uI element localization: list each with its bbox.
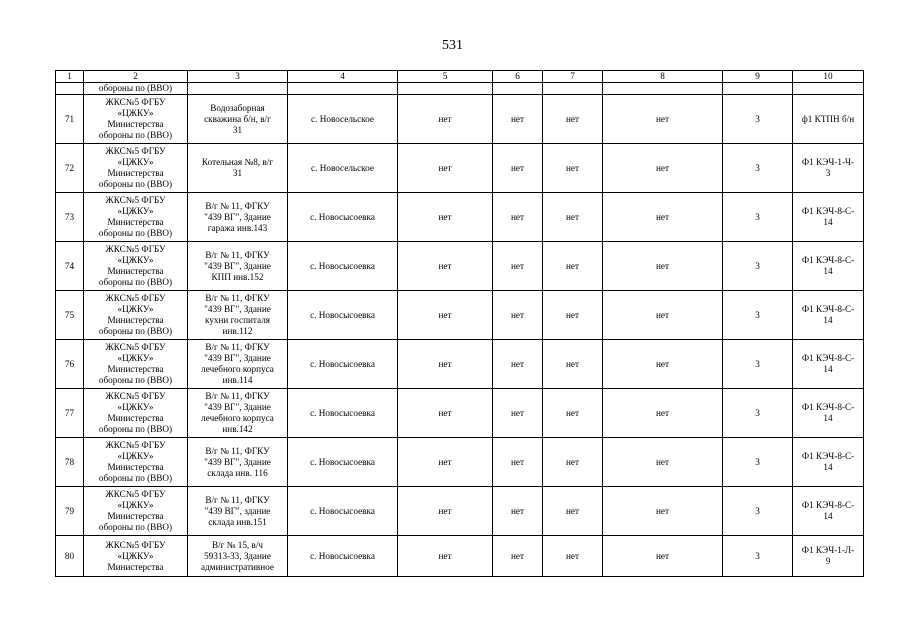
object-cell-line: "439 ВГ", Здание (204, 260, 271, 271)
feeder-cell-line: 3 (825, 168, 831, 178)
object-cell-line: 59313-33, Здание (204, 550, 271, 561)
organization-cell (84, 536, 188, 577)
table-row (56, 438, 864, 487)
header-cell: 8 (603, 71, 723, 83)
organization-cell-line: «ЦЖКУ» (117, 500, 154, 510)
object-cell (188, 193, 288, 242)
organization-cell-line: «ЦЖКУ» (117, 108, 154, 118)
locality-cell: с. Новосысоевка (288, 487, 398, 536)
organization-cell-line: ЖКС№5 ФГБУ (105, 146, 166, 156)
feeder-cell (793, 340, 864, 389)
row-number-cell: 78 (56, 438, 84, 487)
row-number-cell: 77 (56, 389, 84, 438)
object-cell-line: гаража инв.143 (207, 222, 268, 233)
header-cell: 7 (543, 71, 603, 83)
col6-cell: нет (493, 536, 543, 577)
data-table (55, 70, 864, 577)
table-row (56, 536, 864, 577)
object-cell-line: В/г № 15, в/ч (211, 539, 264, 550)
col5-cell: нет (398, 144, 493, 193)
col6-cell: нет (493, 291, 543, 340)
object-cell (188, 536, 288, 577)
header-cell: 5 (398, 71, 493, 83)
object-cell (188, 144, 288, 193)
object-cell (188, 291, 288, 340)
col5-cell: нет (398, 389, 493, 438)
locality-cell: с. Новосысоевка (288, 536, 398, 577)
organization-cell-line: Министерства (107, 462, 164, 472)
row-number-cell: 72 (56, 144, 84, 193)
locality-cell: с. Новосельское (288, 95, 398, 144)
object-cell-line: "439 ВГ", Здание (204, 304, 271, 314)
object-cell-line: склада инв. 116 (207, 467, 268, 478)
object-cell-line: "439 ВГ", Здание (204, 456, 271, 467)
col9-cell: 3 (723, 438, 793, 487)
object-cell-line: инв.112 (222, 326, 253, 336)
organization-cell-line: Министерства (107, 217, 164, 227)
organization-cell (84, 95, 188, 144)
object-cell (188, 389, 288, 438)
table-row (56, 144, 864, 193)
col6-cell: нет (493, 340, 543, 389)
object-cell-line: 31 (232, 168, 243, 178)
cell (793, 83, 864, 95)
organization-cell-line: Министерства (107, 364, 164, 374)
feeder-cell-line: Ф1 КЭЧ-8-С- (801, 255, 855, 265)
organization-cell-line: ЖКС№5 ФГБУ (105, 391, 166, 401)
row-number-cell: 74 (56, 242, 84, 291)
feeder-cell (793, 389, 864, 438)
table-row (56, 340, 864, 389)
organization-cell-line: обороны по (ВВО) (98, 179, 173, 189)
object-cell-line: "439 ВГ", здание (204, 505, 271, 516)
col7-cell: нет (543, 95, 603, 144)
object-cell-line: лечебного корпуса (201, 364, 274, 374)
feeder-cell-line: 14 (823, 511, 833, 521)
organization-cell (84, 389, 188, 438)
table-row (56, 193, 864, 242)
row-number-cell: 71 (56, 95, 84, 144)
organization-cell-line: «ЦЖКУ» (117, 255, 154, 265)
row-number-cell: 73 (56, 193, 84, 242)
header-cell: 3 (188, 71, 288, 83)
cell: обороны по (ВВО) (84, 83, 188, 95)
organization-cell-line: «ЦЖКУ» (117, 157, 154, 167)
col5-cell: нет (398, 193, 493, 242)
object-cell-line: В/г № 11, ФГКУ (205, 249, 270, 260)
feeder-cell-line: 14 (823, 266, 833, 276)
feeder-cell (793, 144, 864, 193)
table-row (56, 242, 864, 291)
organization-cell-line: ЖКС№5 ФГБУ (105, 539, 166, 550)
organization-cell-line: Министерства (107, 119, 164, 129)
col8-cell: нет (603, 340, 723, 389)
col7-cell: нет (543, 144, 603, 193)
row-number-cell: 80 (56, 536, 84, 577)
organization-cell-line: ЖКС№5 ФГБУ (105, 97, 166, 107)
feeder-cell-line: Ф1 КЭЧ-8-С- (801, 206, 855, 216)
table-body (56, 71, 864, 577)
cell (493, 83, 543, 95)
feeder-cell (793, 242, 864, 291)
object-cell-line: Водозаборная (210, 102, 265, 113)
col7-cell: нет (543, 340, 603, 389)
col5-cell: нет (398, 291, 493, 340)
organization-cell-line: «ЦЖКУ» (117, 550, 154, 561)
object-cell-line: 31 (232, 124, 243, 135)
cell (603, 83, 723, 95)
col6-cell: нет (493, 193, 543, 242)
col7-cell: нет (543, 389, 603, 438)
locality-cell: с. Новосысоевка (288, 193, 398, 242)
col5-cell: нет (398, 95, 493, 144)
feeder-cell (793, 487, 864, 536)
object-cell (188, 487, 288, 536)
object-cell-line: В/г № 11, ФГКУ (205, 445, 270, 456)
col6-cell: нет (493, 144, 543, 193)
organization-cell-line: ЖКС№5 ФГБУ (105, 293, 166, 303)
feeder-cell-line: Ф1 КЭЧ-8-С- (801, 353, 855, 363)
col8-cell: нет (603, 536, 723, 577)
cell (398, 83, 493, 95)
col9-cell: 3 (723, 144, 793, 193)
organization-cell (84, 242, 188, 291)
table-row (56, 291, 864, 340)
object-cell-line: В/г № 11, ФГКУ (205, 200, 270, 211)
col9-cell: 3 (723, 536, 793, 577)
organization-cell-line: «ЦЖКУ» (117, 353, 154, 363)
object-cell (188, 242, 288, 291)
col8-cell: нет (603, 193, 723, 242)
col8-cell: нет (603, 487, 723, 536)
header-cell: 10 (793, 71, 864, 83)
object-cell-line: кухни госпиталя (204, 315, 271, 325)
col7-cell: нет (543, 291, 603, 340)
organization-cell (84, 291, 188, 340)
col8-cell: нет (603, 242, 723, 291)
header-row (56, 71, 864, 83)
object-cell-line: В/г № 11, ФГКУ (205, 494, 270, 505)
object-cell-line: скважина б/н, в/г (204, 113, 271, 124)
col9-cell: 3 (723, 291, 793, 340)
cell (723, 83, 793, 95)
organization-cell-line: Министерства (107, 266, 164, 276)
table-row (56, 487, 864, 536)
locality-cell: с. Новосельское (288, 144, 398, 193)
organization-cell-line: ЖКС№5 ФГБУ (105, 440, 166, 450)
locality-cell: с. Новосысоевка (288, 291, 398, 340)
col6-cell: нет (493, 242, 543, 291)
feeder-cell-line: ф1 КТПН б/н (801, 113, 855, 124)
organization-cell-line: Министерства (107, 511, 164, 521)
organization-cell (84, 193, 188, 242)
locality-cell: с. Новосысоевка (288, 340, 398, 389)
col8-cell: нет (603, 389, 723, 438)
feeder-cell (793, 438, 864, 487)
object-cell-line: инв.142 (222, 424, 253, 434)
row-number-cell: 79 (56, 487, 84, 536)
locality-cell: с. Новосысоевка (288, 389, 398, 438)
organization-cell-line: обороны по (ВВО) (98, 424, 173, 434)
continued-row (56, 83, 864, 95)
organization-cell-line: обороны по (ВВО) (98, 130, 173, 140)
feeder-cell-line: Ф1 КЭЧ-1-Л- (801, 545, 855, 555)
header-cell: 6 (493, 71, 543, 83)
feeder-cell-line: 14 (823, 315, 833, 325)
organization-cell-line: Министерства (107, 561, 164, 572)
col7-cell: нет (543, 242, 603, 291)
object-cell-line: склада инв.151 (208, 516, 267, 527)
feeder-cell-line: 9 (825, 556, 831, 566)
object-cell-line: "439 ВГ", Здание (204, 402, 271, 412)
col9-cell: 3 (723, 389, 793, 438)
cell (188, 83, 288, 95)
col8-cell: нет (603, 291, 723, 340)
locality-cell: с. Новосысоевка (288, 438, 398, 487)
header-cell: 1 (56, 71, 84, 83)
col6-cell: нет (493, 438, 543, 487)
feeder-cell-line: Ф1 КЭЧ-8-С- (801, 402, 855, 412)
organization-cell-line: обороны по (ВВО) (98, 375, 173, 385)
col8-cell: нет (603, 95, 723, 144)
locality-cell: с. Новосысоевка (288, 242, 398, 291)
feeder-cell (793, 291, 864, 340)
organization-cell-line: обороны по (ВВО) (98, 522, 173, 532)
object-cell-line: "439 ВГ", Здание (204, 211, 271, 222)
col8-cell: нет (603, 438, 723, 487)
col6-cell: нет (493, 389, 543, 438)
feeder-cell-line: 14 (823, 413, 833, 423)
feeder-cell-line: Ф1 КЭЧ-8-С- (801, 451, 855, 461)
row-number-cell: 75 (56, 291, 84, 340)
feeder-cell (793, 193, 864, 242)
organization-cell (84, 340, 188, 389)
object-cell-line: Котельная №8, в/г (201, 157, 274, 167)
organization-cell-line: «ЦЖКУ» (117, 451, 154, 461)
organization-cell-line: ЖКС№5 ФГБУ (105, 342, 166, 352)
object-cell-line: В/г № 11, ФГКУ (205, 293, 270, 303)
col5-cell: нет (398, 487, 493, 536)
organization-cell-line: ЖКС№5 ФГБУ (105, 195, 166, 205)
object-cell-line: В/г № 11, ФГКУ (205, 342, 270, 352)
feeder-cell-line: Ф1 КЭЧ-8-С- (801, 304, 855, 314)
object-cell (188, 95, 288, 144)
col7-cell: нет (543, 536, 603, 577)
cell (543, 83, 603, 95)
organization-cell-line: обороны по (ВВО) (98, 277, 173, 287)
object-cell-line: В/г № 11, ФГКУ (205, 391, 270, 401)
cell (288, 83, 398, 95)
feeder-cell-line: 14 (823, 462, 833, 472)
object-cell (188, 340, 288, 389)
col9-cell: 3 (723, 193, 793, 242)
object-cell-line: "439 ВГ", Здание (204, 353, 271, 363)
col8-cell: нет (603, 144, 723, 193)
organization-cell-line: ЖКС№5 ФГБУ (105, 244, 166, 254)
col9-cell: 3 (723, 487, 793, 536)
row-number-cell: 76 (56, 340, 84, 389)
feeder-cell-line: Ф1 КЭЧ-8-С- (801, 500, 855, 510)
feeder-cell-line: 14 (823, 364, 833, 374)
col9-cell: 3 (723, 340, 793, 389)
feeder-cell (793, 95, 864, 144)
table-row (56, 95, 864, 144)
feeder-cell (793, 536, 864, 577)
feeder-cell-line: 14 (823, 217, 833, 227)
object-cell-line: КПП инв.152 (211, 271, 264, 282)
organization-cell-line: Министерства (107, 413, 164, 423)
organization-cell-line: «ЦЖКУ» (117, 304, 154, 314)
organization-cell-line: «ЦЖКУ» (117, 206, 154, 216)
col5-cell: нет (398, 536, 493, 577)
object-cell-line: инв.114 (222, 375, 253, 385)
col5-cell: нет (398, 340, 493, 389)
organization-cell (84, 144, 188, 193)
organization-cell-line: Министерства (107, 168, 164, 178)
organization-cell-line: обороны по (ВВО) (98, 228, 173, 238)
organization-cell-line: обороны по (ВВО) (98, 473, 173, 483)
header-cell: 4 (288, 71, 398, 83)
table-row (56, 389, 864, 438)
col9-cell: 3 (723, 242, 793, 291)
organization-cell (84, 487, 188, 536)
organization-cell-line: «ЦЖКУ» (117, 402, 154, 412)
header-cell: 9 (723, 71, 793, 83)
object-cell-line: лечебного корпуса (201, 413, 274, 423)
col6-cell: нет (493, 487, 543, 536)
col5-cell: нет (398, 438, 493, 487)
object-cell (188, 438, 288, 487)
feeder-cell-line: Ф1 КЭЧ-1-Ч- (801, 157, 855, 167)
col7-cell: нет (543, 487, 603, 536)
cell (56, 83, 84, 95)
organization-cell-line: обороны по (ВВО) (98, 326, 173, 336)
header-cell: 2 (84, 71, 188, 83)
organization-cell (84, 438, 188, 487)
col5-cell: нет (398, 242, 493, 291)
page-number: 531 (442, 38, 463, 53)
col9-cell: 3 (723, 95, 793, 144)
col7-cell: нет (543, 438, 603, 487)
object-cell-line: административное (201, 561, 274, 572)
organization-cell-line: Министерства (107, 315, 164, 325)
col7-cell: нет (543, 193, 603, 242)
col6-cell: нет (493, 95, 543, 144)
organization-cell-line: ЖКС№5 ФГБУ (105, 489, 166, 499)
